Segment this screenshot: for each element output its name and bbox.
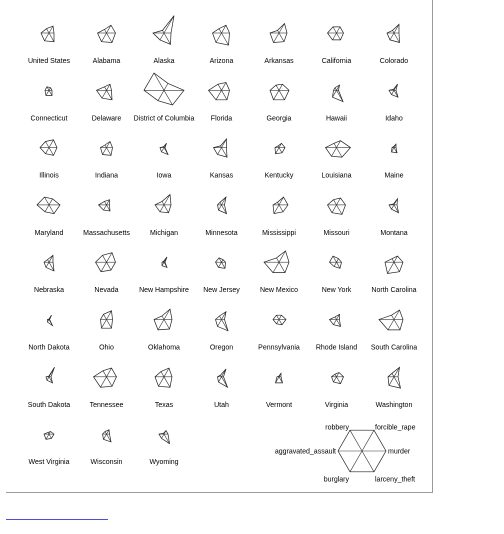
star-west-virginia xyxy=(29,432,70,467)
star-outline xyxy=(98,25,116,42)
star-alaska xyxy=(153,16,175,65)
star-label: North Dakota xyxy=(28,344,70,352)
star-new-mexico xyxy=(260,251,298,294)
star-ray-burglary xyxy=(332,205,337,213)
star-ray-burglary xyxy=(160,33,164,40)
star-outline xyxy=(159,431,170,444)
star-south-carolina xyxy=(371,310,417,352)
star-ray-robbery xyxy=(218,84,222,90)
star-tennessee xyxy=(90,368,124,409)
star-ray-robbery xyxy=(277,315,280,319)
star-ray-larceny-theft xyxy=(107,320,112,329)
star-iowa xyxy=(157,143,172,179)
star-missouri xyxy=(323,198,350,237)
star-ray-robbery xyxy=(333,27,337,33)
star-ray-forcible-rape xyxy=(49,199,53,205)
star-plot xyxy=(6,0,432,492)
star-label: Georgia xyxy=(266,115,292,123)
star-ray-burglary xyxy=(162,434,165,438)
star-label: Mississippi xyxy=(262,229,296,237)
star-outline xyxy=(209,83,230,100)
star-ray-forcible-rape xyxy=(164,309,170,319)
legend-label-forcible-rape: forcible_rape xyxy=(375,424,416,432)
star-label: Arkansas xyxy=(264,58,294,65)
star-outline xyxy=(101,142,113,156)
star-new-york xyxy=(322,256,352,294)
star-ray-larceny-theft xyxy=(337,205,343,215)
star-ray-burglary xyxy=(47,377,49,381)
star-ray-robbery xyxy=(105,432,107,435)
star-label: California xyxy=(321,58,352,65)
star-label: Arizona xyxy=(209,58,234,65)
star-oregon xyxy=(210,312,233,352)
star-ray-robbery xyxy=(154,73,164,90)
star-label: District of Columbia xyxy=(133,115,195,123)
star-label: Nevada xyxy=(94,287,119,295)
star-illinois xyxy=(39,140,59,180)
legend-key xyxy=(275,424,416,483)
star-ray-robbery xyxy=(46,142,50,148)
star-ray-burglary xyxy=(273,262,279,272)
star-label: Louisiana xyxy=(321,172,352,180)
star-ray-robbery xyxy=(392,373,394,377)
star-ray-larceny-theft xyxy=(394,320,400,330)
star-north-carolina xyxy=(371,256,416,294)
star-label: Minnesota xyxy=(205,229,238,237)
star-ray-burglary xyxy=(102,90,107,98)
star-label: North Carolina xyxy=(371,287,417,295)
star-texas xyxy=(155,368,174,409)
star-label: New Jersey xyxy=(203,287,240,295)
star-ray-burglary xyxy=(46,148,50,154)
star-ray-burglary xyxy=(216,33,222,43)
star-label: Michigan xyxy=(149,229,179,237)
star-ray-forcible-rape xyxy=(279,315,282,319)
star-outline xyxy=(328,198,346,214)
star-louisiana xyxy=(322,141,352,180)
star-ray-robbery xyxy=(105,145,107,148)
legend-ray-robbery xyxy=(350,430,362,451)
star-label: New Mexico xyxy=(259,287,299,295)
star-district-of-columbia xyxy=(134,73,195,122)
star-ray-robbery xyxy=(277,258,280,262)
star-label: Indiana xyxy=(95,172,118,180)
star-minnesota xyxy=(205,197,237,237)
star-ray-larceny-theft xyxy=(107,90,113,100)
star-ray-larceny-theft xyxy=(279,148,282,153)
star-ray-larceny-theft xyxy=(107,148,112,156)
star-michigan xyxy=(150,195,178,237)
star-label: Montana xyxy=(380,229,408,237)
star-florida xyxy=(209,83,233,123)
star-outline xyxy=(41,26,54,42)
chart-frame xyxy=(6,0,433,493)
star-ray-larceny-theft xyxy=(394,262,400,272)
star-utah xyxy=(214,369,229,409)
star-label: Idaho xyxy=(385,115,403,123)
star-ray-larceny-theft xyxy=(222,90,228,100)
star-outline xyxy=(94,368,117,387)
legend-label-larceny-theft: larceny_theft xyxy=(375,476,416,484)
star-ray-robbery xyxy=(334,143,337,147)
star-label: Alabama xyxy=(92,58,121,65)
star-outline xyxy=(44,432,54,440)
star-new-hampshire xyxy=(139,257,189,294)
star-label: Massachusetts xyxy=(83,229,130,237)
star-label: Oklahoma xyxy=(148,344,180,352)
star-ray-larceny-theft xyxy=(164,377,170,387)
star-label: Pennsylvania xyxy=(258,344,300,352)
star-united-states xyxy=(28,26,71,65)
star-ohio xyxy=(99,311,114,352)
star-outline xyxy=(144,73,184,105)
star-montana xyxy=(380,199,407,237)
star-label: Hawaii xyxy=(325,115,348,123)
star-ray-robbery xyxy=(105,201,107,205)
star-ray-robbery xyxy=(103,255,107,262)
star-delaware xyxy=(92,84,122,122)
star-new-jersey xyxy=(203,258,240,294)
star-outline xyxy=(330,314,341,326)
star-ray-burglary xyxy=(158,90,164,100)
star-outline xyxy=(97,84,113,100)
star-ray-robbery xyxy=(161,372,164,377)
star-ray-forcible-rape xyxy=(222,260,224,263)
star-ray-larceny-theft xyxy=(164,205,169,213)
star-ray-larceny-theft xyxy=(279,33,284,42)
star-ray-larceny-theft xyxy=(49,90,52,95)
star-south-dakota xyxy=(28,367,71,409)
legend-ray-larceny-theft xyxy=(362,451,374,472)
star-ray-burglary xyxy=(276,148,280,154)
star-label: Ohio xyxy=(99,344,114,352)
star-label: Kansas xyxy=(209,172,234,180)
star-ray-burglary xyxy=(101,262,107,272)
star-label: Nebraska xyxy=(34,287,64,295)
star-nebraska xyxy=(34,255,64,294)
star-ray-robbery xyxy=(105,30,107,34)
star-ray-burglary xyxy=(334,320,337,325)
star-ray-burglary xyxy=(162,148,165,152)
star-georgia xyxy=(267,84,292,122)
star-hawaii xyxy=(326,85,347,122)
star-nevada xyxy=(94,253,118,295)
star-ray-burglary xyxy=(388,320,394,330)
star-ray-burglary xyxy=(218,148,222,155)
star-ray-burglary xyxy=(46,90,49,95)
star-ray-burglary xyxy=(219,205,222,210)
star-ray-burglary xyxy=(392,90,395,94)
star-ray-burglary xyxy=(274,33,280,43)
star-arizona xyxy=(210,25,234,65)
star-ray-burglary xyxy=(332,148,337,157)
star-connecticut xyxy=(31,87,68,123)
star-kentucky xyxy=(265,143,294,179)
star-ray-robbery xyxy=(220,316,222,320)
star-ray-larceny-theft xyxy=(337,148,343,158)
star-label: Wisconsin xyxy=(90,459,123,467)
star-pennsylvania xyxy=(258,315,300,351)
star-ray-burglary xyxy=(104,434,107,439)
star-outline xyxy=(270,84,289,100)
star-ray-burglary xyxy=(218,320,222,327)
star-ray-burglary xyxy=(158,320,164,330)
star-label: Washington xyxy=(375,401,413,409)
star-ray-burglary xyxy=(104,205,107,210)
star-ray-burglary xyxy=(334,377,337,382)
star-wyoming xyxy=(149,431,178,467)
star-ray-forcible-rape xyxy=(337,259,339,263)
star-ray-larceny-theft xyxy=(49,205,54,214)
star-ray-burglary xyxy=(45,33,50,41)
star-label: New Hampshire xyxy=(139,287,189,295)
star-label: Iowa xyxy=(156,172,172,180)
star-ray-robbery xyxy=(278,30,280,33)
star-ray-larceny-theft xyxy=(222,33,229,45)
star-ray-burglary xyxy=(219,377,222,382)
star-ray-robbery xyxy=(103,371,107,377)
star-label: Missouri xyxy=(323,229,350,237)
legend-label-robbery: robbery xyxy=(325,424,349,432)
star-ray-burglary xyxy=(101,377,107,387)
star-ray-larceny-theft xyxy=(222,262,226,268)
star-label: Virginia xyxy=(324,401,349,409)
star-ray-larceny-theft xyxy=(337,33,341,40)
star-ray-forcible-rape xyxy=(337,27,341,33)
star-ray-robbery xyxy=(162,316,164,320)
star-north-dakota xyxy=(28,315,69,351)
star-label: Connecticut xyxy=(30,115,68,123)
star-ray-burglary xyxy=(389,377,394,386)
star-ray-robbery xyxy=(104,314,107,319)
star-ray-forcible-rape xyxy=(164,83,168,90)
star-outline xyxy=(153,16,174,45)
star-vermont xyxy=(266,373,292,409)
star-rhode-island xyxy=(316,314,357,351)
star-ray-burglary xyxy=(45,205,49,212)
star-indiana xyxy=(95,142,118,180)
star-outline xyxy=(385,256,403,273)
star-label: United States xyxy=(27,58,71,65)
star-ray-robbery xyxy=(334,200,337,205)
star-ray-robbery xyxy=(48,260,50,263)
star-virginia xyxy=(325,373,348,409)
star-ray-burglary xyxy=(103,148,107,155)
star-ray-robbery xyxy=(162,201,164,205)
star-label: Oregon xyxy=(209,344,234,352)
star-ray-larceny-theft xyxy=(49,434,52,438)
star-ray-burglary xyxy=(219,262,222,267)
star-ray-burglary xyxy=(160,205,164,212)
star-label: Texas xyxy=(154,401,174,409)
star-ray-burglary xyxy=(390,33,394,40)
star-ray-forcible-rape xyxy=(279,84,283,90)
legend-label-burglary: burglary xyxy=(323,476,349,484)
star-ray-burglary xyxy=(159,377,165,387)
star-ray-larceny-theft xyxy=(279,90,285,100)
star-ray-burglary xyxy=(392,205,395,209)
star-ray-robbery xyxy=(220,202,222,205)
star-ray-burglary xyxy=(46,434,49,439)
star-alabama xyxy=(93,25,121,65)
star-massachusetts xyxy=(83,200,130,237)
star-ray-forcible-rape xyxy=(279,197,284,205)
star-ray-robbery xyxy=(392,259,394,263)
star-ray-larceny-theft xyxy=(164,320,170,330)
star-kansas xyxy=(210,139,234,180)
star-ray-larceny-theft xyxy=(107,262,112,270)
star-label: Maryland xyxy=(34,229,64,237)
star-ray-robbery xyxy=(335,88,337,91)
star-outline xyxy=(379,310,403,330)
caption-link[interactable] xyxy=(6,519,108,520)
star-ray-robbery xyxy=(393,30,395,33)
star-outline xyxy=(328,27,344,40)
legend-ray-forcible-rape xyxy=(362,430,374,451)
star-maine xyxy=(384,144,403,180)
star-label: Illinois xyxy=(39,172,59,180)
star-ray-burglary xyxy=(102,33,107,42)
star-wisconsin xyxy=(91,430,123,466)
legend-label-murder: murder xyxy=(388,448,411,456)
star-ray-forcible-rape xyxy=(279,251,286,262)
legend-label-aggravated-assault: aggravated_assault xyxy=(274,448,336,456)
star-ray-burglary xyxy=(46,262,49,267)
star-maryland xyxy=(35,197,64,237)
star-ray-burglary xyxy=(277,320,280,324)
star-label: New York xyxy=(321,287,352,295)
star-label: South Dakota xyxy=(27,401,71,409)
legend-ray-burglary xyxy=(350,451,362,472)
star-washington xyxy=(376,367,413,409)
star-ray-robbery xyxy=(105,87,107,91)
star-ray-robbery xyxy=(392,315,395,319)
star-ray-robbery xyxy=(276,85,279,90)
star-ray-forcible-rape xyxy=(49,88,51,91)
star-oklahoma xyxy=(148,309,180,351)
star-label: South Carolina xyxy=(370,344,418,352)
star-mississippi xyxy=(262,197,296,237)
star-ray-burglary xyxy=(216,90,222,100)
star-ray-robbery xyxy=(219,29,222,33)
star-label: Wyoming xyxy=(149,459,179,467)
star-colorado xyxy=(380,24,409,65)
star-ray-robbery xyxy=(47,29,50,33)
star-ray-forcible-rape xyxy=(164,195,170,205)
star-ray-robbery xyxy=(163,30,165,33)
star-ray-forcible-rape xyxy=(49,255,53,262)
star-label: Utah xyxy=(214,401,229,409)
star-label: Kentucky xyxy=(264,172,294,180)
star-label: Delaware xyxy=(91,115,122,123)
star-ray-burglary xyxy=(274,90,280,100)
star-ray-burglary xyxy=(274,205,279,214)
star-ray-larceny-theft xyxy=(279,205,283,212)
star-label: Maine xyxy=(384,172,404,180)
star-ray-burglary xyxy=(388,262,395,273)
star-idaho xyxy=(385,84,403,122)
star-ray-burglary xyxy=(333,33,337,40)
star-label: Alaska xyxy=(153,58,175,65)
star-ray-robbery xyxy=(335,317,337,320)
star-ray-larceny-theft xyxy=(107,33,113,43)
star-label: Vermont xyxy=(265,401,293,409)
star-ray-larceny-theft xyxy=(49,33,54,42)
star-outline xyxy=(326,141,351,157)
star-label: West Virginia xyxy=(28,459,70,467)
star-label: Colorado xyxy=(379,58,409,65)
star-ray-robbery xyxy=(278,202,280,205)
star-ray-burglary xyxy=(334,262,337,266)
star-label: Rhode Island xyxy=(315,344,358,352)
star-outline xyxy=(264,251,289,273)
star-ray-robbery xyxy=(335,374,337,377)
star-label: Florida xyxy=(210,115,233,123)
star-ray-burglary xyxy=(102,320,107,329)
star-ray-larceny-theft xyxy=(279,320,282,325)
star-ray-larceny-theft xyxy=(107,377,113,387)
star-ray-larceny-theft xyxy=(279,262,285,272)
star-arkansas xyxy=(264,24,294,66)
star-california xyxy=(322,27,352,65)
star-label: Tennessee xyxy=(89,401,124,409)
